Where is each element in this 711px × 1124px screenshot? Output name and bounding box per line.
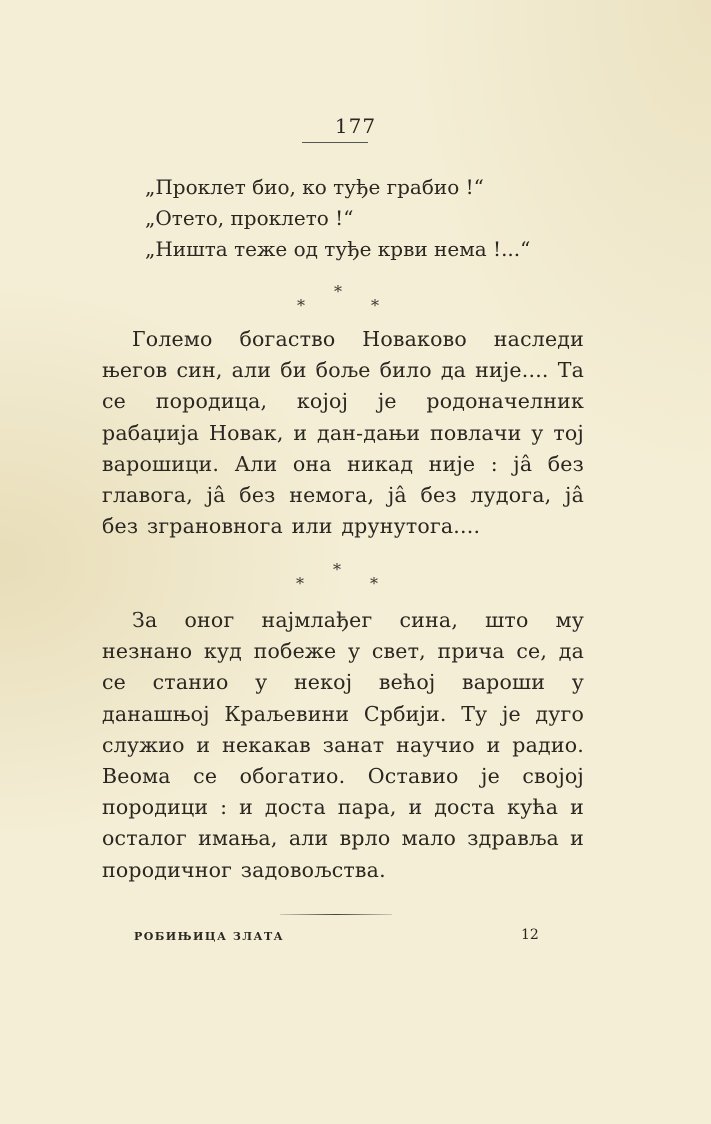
verse-block — [145, 172, 530, 265]
paragraph-text: Големо богаство Новаково наследи његов син, али би боље било да није.... Та се породица, којој је родоначелник рабаџија Новак, и дан-дањи повлачи у тој варошици. Али она никад није : јâ без главога, јâ без немога, јâ без лудога, јâ без зграновнога или друнутога.... — [102, 327, 584, 539]
verse-line: „Ништа теже од туђе крви нема !...“ — [145, 237, 531, 261]
paragraph — [102, 605, 584, 886]
verse-line: „Отето, проклето !“ — [145, 206, 354, 230]
section-break-asterism — [0, 560, 711, 596]
paragraph-text: За оног најмлађег сина, што му незнано куд побеже у свет, прича се, да се станио у некој већој вароши у данашњој Краљевини Србији. Ту је дуго служио и некакав занат научио и радио. Веома се обогатио. Оставио је својој породици : и доста пара, и доста кућа и осталог имања, али врло мало здравља и породичног задовољства. — [102, 608, 584, 882]
asterism-star: * — [334, 282, 342, 301]
asterism-star: * — [371, 296, 379, 315]
section-break-asterism — [0, 282, 711, 318]
footer-sheet-number: 12 — [521, 927, 539, 943]
page-number: 177 — [334, 114, 377, 138]
paragraph — [102, 324, 584, 542]
footer-book-title: РОБИЊИЦА ЗЛАТА — [134, 930, 285, 943]
asterism-star: * — [296, 574, 304, 593]
asterism-star: * — [333, 560, 341, 579]
footer-rule — [280, 914, 392, 915]
asterism-star: * — [370, 574, 378, 593]
asterism-star: * — [297, 296, 305, 315]
verse-line: „Проклет био, ко туђе грабио !“ — [145, 175, 484, 199]
page-number-rule — [302, 142, 368, 143]
